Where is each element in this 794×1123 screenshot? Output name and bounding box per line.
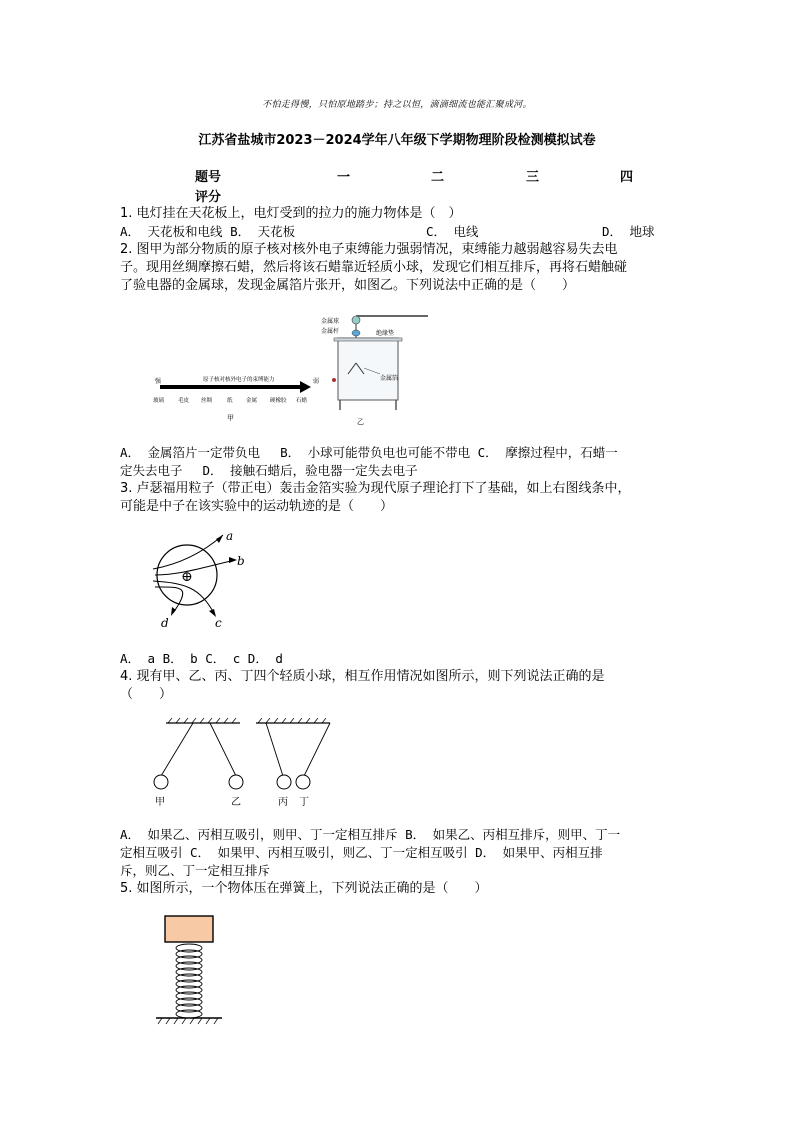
q4-options-line3: 斥，则乙、丁一定相互排斥 bbox=[120, 863, 271, 878]
q2-options-line1: A． 金属箔片一定带负电 B． 小球可能带负电也可能不带电 C． 摩擦过程中，石蜡一 bbox=[120, 445, 618, 460]
q3-arrow-b bbox=[229, 557, 237, 563]
jia-caption: 甲 bbox=[227, 414, 234, 422]
q4-ball-label: 乙 bbox=[231, 797, 241, 808]
jia-material: 玻璃 bbox=[153, 398, 165, 404]
score-table-col-3: 三 bbox=[526, 170, 540, 185]
yi-label: 绝缘垫 bbox=[376, 330, 395, 337]
q1-option-c: C． 电线 bbox=[426, 224, 479, 239]
q3-figure-rutherford bbox=[145, 525, 260, 635]
score-table-row2-label: 评分 bbox=[195, 190, 222, 205]
yi-metal-ball bbox=[352, 316, 360, 324]
q4-ceiling-hatch bbox=[168, 718, 326, 723]
q1-option-d: D． 地球 bbox=[602, 224, 655, 239]
q4-ball-yi bbox=[229, 775, 243, 789]
q3-arrow-d bbox=[171, 607, 176, 616]
q5-stem: 5. 如图所示，一个物体压在弹簧上，下列说法正确的是（ ） bbox=[120, 881, 488, 896]
q4-ball-label: 丙 bbox=[278, 797, 288, 808]
q3-label: a bbox=[226, 529, 234, 543]
jia-material: 纸 bbox=[227, 398, 233, 404]
q2-figure-yi bbox=[318, 308, 453, 428]
q4-thread-bing bbox=[266, 723, 283, 776]
yi-knob bbox=[332, 378, 336, 382]
q3-label: c bbox=[215, 616, 222, 630]
q5-spring-coils bbox=[176, 944, 202, 1018]
q2-figure-jia bbox=[145, 370, 325, 425]
q4-ball-ding bbox=[296, 775, 310, 789]
q3-path-b bbox=[155, 560, 235, 575]
yi-label: 金属杆 bbox=[321, 328, 340, 335]
q4-thread-ding bbox=[304, 723, 330, 776]
score-table-col-2: 二 bbox=[431, 170, 445, 185]
jia-material: 硬橡胶 bbox=[270, 398, 287, 404]
yi-label: 金属球 bbox=[321, 318, 340, 325]
q3-options: A． a B． b C． c D． d bbox=[120, 651, 283, 666]
yi-jar-lid bbox=[334, 338, 402, 341]
q4-options-line1: A． 如果乙、丙相互吸引，则甲、丁一定相互排斥 B． 如果乙、丙相互排斥，则甲、丁一 bbox=[120, 827, 621, 842]
q2-line1: 2. 图甲为部分物质的原子核对核外电子束缚能力强弱情况，束缚能力越弱越容易失去电 bbox=[120, 242, 618, 257]
q3-label: d bbox=[161, 616, 169, 630]
q3-nucleus: ⊕ bbox=[181, 569, 193, 585]
motto: 不怕走得慢，只怕原地踏步；持之以恒，滴滴细流也能汇聚成河。 bbox=[262, 100, 532, 110]
q5-figure-spring bbox=[150, 912, 230, 1027]
yi-insulating-pad bbox=[352, 330, 360, 336]
q3-line1: 3. 卢瑟福用粒子（带正电）轰击金箔实验为现代原子理论打下了基础，如上右图线条中， bbox=[120, 481, 631, 496]
q5-floor-hatch bbox=[158, 1018, 218, 1024]
score-table-row1-label: 题号 bbox=[195, 170, 222, 185]
q2-line2: 子。现用丝绸摩擦石蜡，然后将该石蜡靠近轻质小球，发现它们相互排斥，再将石蜡触碰 bbox=[120, 260, 628, 275]
q4-figure-balls bbox=[148, 718, 348, 813]
q3-path-a bbox=[153, 535, 223, 569]
q1-options-ab: A． 天花板和电线 B． 天花板 bbox=[120, 224, 296, 239]
jia-arrow-shaft bbox=[160, 385, 300, 389]
q4-ball-bing bbox=[277, 775, 291, 789]
q3-line2: 可能是中子在该实验中的运动轨迹的是（ ） bbox=[120, 499, 394, 514]
jia-material: 毛皮 bbox=[178, 398, 190, 404]
q1-stem: 1. 电灯挂在天花板上，电灯受到的拉力的施力物体是（ ） bbox=[120, 206, 462, 221]
jia-material: 丝绸 bbox=[201, 398, 213, 404]
q4-ball-label: 丁 bbox=[299, 797, 309, 808]
q3-label: b bbox=[237, 554, 245, 568]
page-title: 江苏省盐城市2023－2024学年八年级下学期物理阶段检测模拟试卷 bbox=[198, 133, 596, 148]
jia-material: 石蜡 bbox=[296, 398, 308, 404]
q4-ball-label: 甲 bbox=[155, 797, 165, 808]
q2-line3: 了验电器的金属球，发现金属箔片张开，如图乙。下列说法中正确的是（ ） bbox=[120, 278, 576, 293]
q4-options-line2: 定相互吸引 C． 如果甲、丙相互吸引，则乙、丁一定相互吸引 D． 如果甲、丙相互排 bbox=[120, 845, 603, 860]
q5-block bbox=[165, 916, 213, 942]
jia-material: 金属 bbox=[246, 398, 258, 404]
jia-arrow-text: 原子核对核外电子的束缚能力 bbox=[203, 377, 275, 383]
score-table-col-1: 一 bbox=[337, 170, 351, 185]
yi-jar bbox=[338, 338, 398, 400]
q4-thread-yi bbox=[210, 723, 236, 776]
q3-path-d bbox=[155, 587, 183, 613]
q4-thread-jia bbox=[161, 723, 193, 776]
yi-caption: 乙 bbox=[357, 418, 364, 426]
q4-line1: 4. 现有甲、乙、丙、丁四个轻质小球，相互作用情况如图所示，则下列说法正确的是 bbox=[120, 669, 605, 684]
q4-ball-jia bbox=[154, 775, 168, 789]
jia-strong-label: 强 bbox=[155, 378, 162, 385]
jia-arrow-head bbox=[300, 381, 311, 393]
yi-label: 金属箔 bbox=[380, 375, 399, 382]
q3-arrow-a bbox=[216, 535, 223, 543]
q4-line2: （ ） bbox=[120, 687, 173, 702]
score-table-col-4: 四 bbox=[620, 170, 634, 185]
q2-options-line2: 定失去电子 D． 接触石蜡后，验电器一定失去电子 bbox=[120, 463, 418, 478]
jia-weak-label: 弱 bbox=[313, 378, 320, 385]
